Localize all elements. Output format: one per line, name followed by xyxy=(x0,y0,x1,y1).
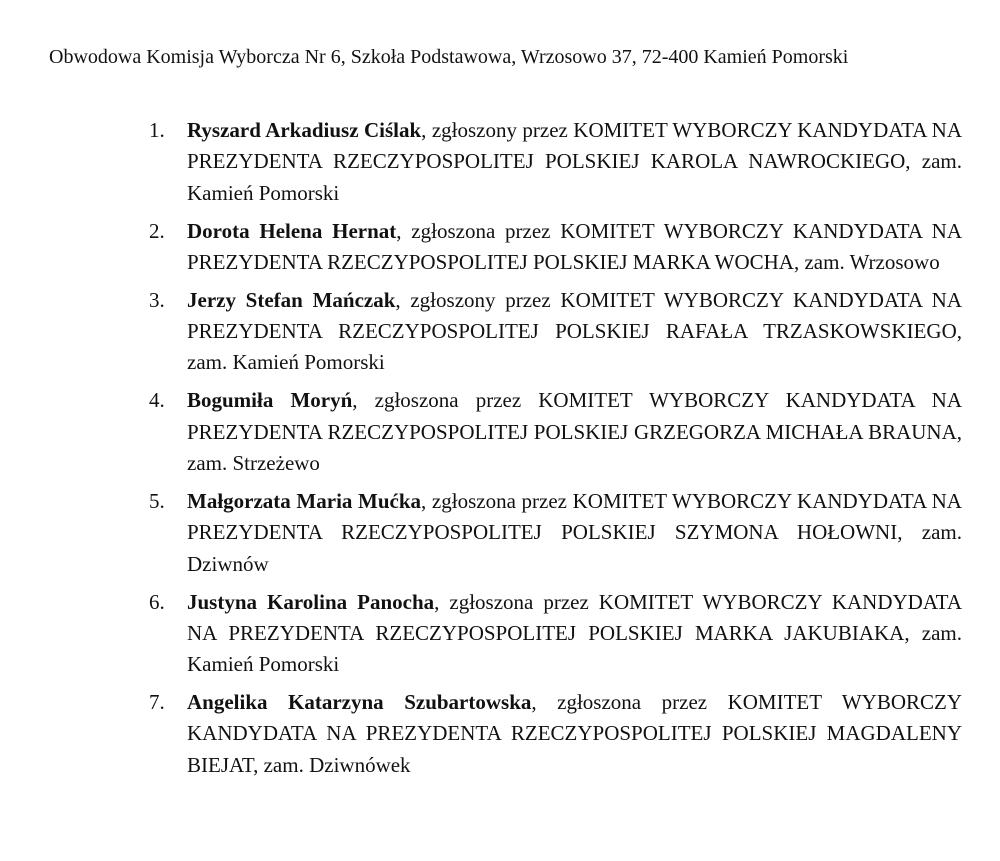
member-list-item xyxy=(140,285,962,379)
member-number: 4. xyxy=(149,388,165,413)
member-details: , zgłoszona przez KOMITET WYBORCZY KANDYDATA NA PREZYDENTA RZECZYPOSPOLITEJ POLSKIEJ SZYMONA HOŁOWNI, zam. Dziwnów xyxy=(187,489,962,576)
member-name: Ryszard Arkadiusz Ciślak xyxy=(187,118,422,142)
member-list-item xyxy=(140,486,962,580)
member-number: 5. xyxy=(149,489,165,514)
member-number: 7. xyxy=(149,690,165,715)
member-name: Bogumiła Moryń xyxy=(187,388,353,413)
member-number: 3. xyxy=(149,287,165,312)
member-number: 2. xyxy=(149,218,165,243)
member-list-item xyxy=(140,587,962,681)
member-details: , zgłoszona przez KOMITET WYBORCZY KANDYDATA NA PREZYDENTA RZECZYPOSPOLITEJ POLSKIEJ MARKA WOCHA, zam. Wrzosowo xyxy=(187,218,962,274)
member-list-item xyxy=(140,687,962,781)
commission-member-list xyxy=(140,115,962,781)
member-name: Justyna Karolina Panocha xyxy=(187,589,435,614)
member-name: Jerzy Stefan Mańczak xyxy=(187,287,396,312)
member-list-item xyxy=(140,115,962,209)
member-number: 1. xyxy=(149,118,165,142)
member-list-item xyxy=(140,216,962,279)
member-name: Małgorzata Maria Mućka xyxy=(187,489,422,514)
member-number: 6. xyxy=(149,589,165,614)
member-name: Angelika Katarzyna Szubartowska xyxy=(187,690,532,715)
member-details: , zgłoszona przez KOMITET WYBORCZY KANDYDATA NA PREZYDENTA RZECZYPOSPOLITEJ POLSKIEJ GRZEGORZA MICHAŁA BRAUNA, zam. Strzeżewo xyxy=(187,388,962,476)
member-details: , zgłoszony przez KOMITET WYBORCZY KANDYDATA NA PREZYDENTA RZECZYPOSPOLITEJ POLSKIEJ RAFAŁA TRZASKOWSKIEGO, zam. Kamień Pomorski xyxy=(187,287,962,375)
member-name: Dorota Helena Hernat xyxy=(187,218,397,243)
member-details: , zgłoszona przez KOMITET WYBORCZY KANDYDATA NA PREZYDENTA RZECZYPOSPOLITEJ POLSKIEJ MAGDALENY BIEJAT, zam. Dziwnówek xyxy=(187,690,963,777)
member-details: , zgłoszona przez KOMITET WYBORCZY KANDYDATA NA PREZYDENTA RZECZYPOSPOLITEJ POLSKIEJ MARKA JAKUBIAKA, zam. Kamień Pomorski xyxy=(187,589,962,677)
member-list-item xyxy=(140,385,962,479)
commission-heading: Obwodowa Komisja Wyborcza Nr 6, Szkoła Podstawowa, Wrzosowo 37, 72-400 Kamień Pomorski xyxy=(49,46,849,68)
member-details: , zgłoszony przez KOMITET WYBORCZY KANDYDATA NA PREZYDENTA RZECZYPOSPOLITEJ POLSKIEJ KAROLA NAWROCKIEGO, zam. Kamień Pomorski xyxy=(187,118,962,205)
